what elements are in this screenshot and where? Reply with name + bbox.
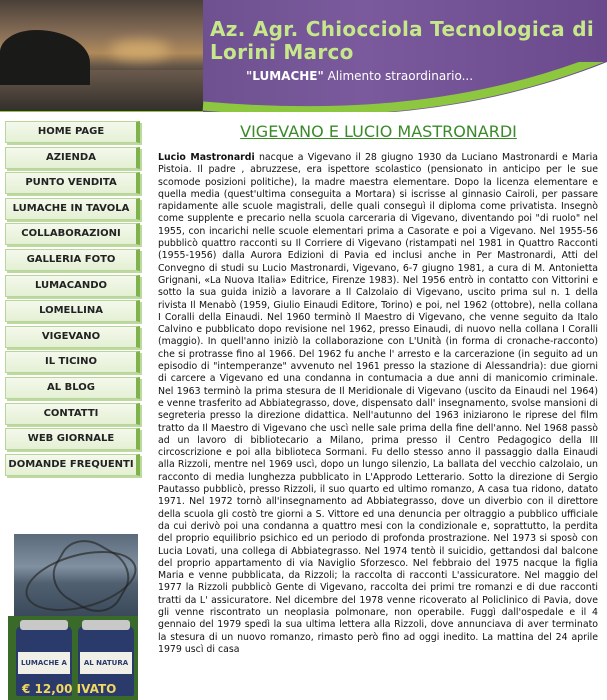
nav-collaborazioni[interactable]: COLLABORAZIONI	[5, 223, 140, 245]
jar-lid	[82, 620, 130, 630]
nav-lumache-in-tavola[interactable]: LUMACHE IN TAVOLA	[5, 198, 140, 220]
article-lead: Lucio Mastronardi	[158, 152, 255, 163]
nav-vigevano[interactable]: VIGEVANO	[5, 326, 140, 348]
subtitle-bold: "LUMACHE"	[246, 69, 324, 83]
jar-label: AL NATURA	[80, 652, 132, 674]
nav-lomellina[interactable]: LOMELLINA	[5, 300, 140, 322]
product-price: € 12,00 IVATO	[22, 682, 117, 696]
nav-punto-vendita[interactable]: PUNTO VENDITA	[5, 172, 140, 194]
article-body	[158, 152, 598, 656]
nav-galleria-foto[interactable]: GALLERIA FOTO	[5, 249, 140, 271]
jar-lid	[20, 620, 68, 630]
article-text: nacque a Vigevano il 28 giugno 1930 da Luciano Mastronardi e Maria Pistoia. Il padre , abruzzese, era ispettore scolastico (pensionato in anticipo per le sue scomode posizioni politiche), la madre maestra elementare. Dopo la licenza elementare e quella media (quest'ultima conseguita a Mortara) si iscrisse al ginnasio Cairoli, per passare rapidamente alle scuole magistrali, delle quali conseguì il diploma come privatista. Insegnò come supplente e precario nella scuola carceraria di Vigevano, diventando poi "di ruolo" nel 1955, con incarichi nelle scuole elementari prima a Casorate e poi a Vigevano. Nel 1955-56 pubblicò quattro racconti su Il Corriere di Vigevano (ristampati nel 1981 in Quattro Racconti (1955-1956) dalla Aurora Edizioni di Pavia ed inclusi anche in Per Mastronardi, Atti del Convegno di studi su Lucio Mastronardi, Vigevano, 6-7 giugno 1981, a cura di M. Antonietta Grignani, «La Nuova Italia» Editrice, Firenze 1983). Nel 1956 entrò in contatto con Vittorini e sotto la sua guida iniziò a lavorare a Il Calzolaio di Vigevano, uscito prima sul n. 1 della rivista Il Menabò (1959, Giulio Einaudi Editore, Torino) e poi, nel 1962 (ottobre), nella collana I Coralli della Einaudi. Nel 1960 terminò Il Maestro di Vigevano, che venne seguito da Italo Calvino e pubblicato dopo revisione nel 1962, presso Einaudi, di nuovo nella collana I Coralli (maggio). In quell'anno iniziò la collaborazione con L'Unità (in forma di cronache-racconto) che si protrasse fino al 1966. Del 1962 fu anche l' arresto e la carcerazione (in seguito ad un episodio di "intemperanze" avvenuto nel 1961 presso la stazione di Alessandria): due giorni di carcere a Vigevano ed una condanna in contumacia a due anni di manicomio criminale. Nel 1963 terminò la prima stesura de Il Meridionale di Vigevano (uscito da Einaudi nel 1964) e venne trasferito ad Abbiategrasso, dove, dispensato dall' insegnamento, svolse mansioni di segreteria presso la direzione didattica. Nell'autunno del 1963 iniziarono le riprese del film tratto da Il Maestro di Vigevano che uscì nelle sale prima della fine dell'anno. Nel 1968 passò ad un lavoro di bibliotecario a Milano, prima presso il Centro Pedagogico della III circoscrizione e poi alla biblioteca Sormani. Fu dello stesso anno il passaggio dalla Einaudi alla Rizzoli, mentre nel 1969 uscì, dopo un lungo silenzio, La ballata del vecchio calzolaio, un racconto di media lunghezza pubblicato in L'Approdo Letterario. Sotto la direzione di Sergio Pautasso pubblicò, presso Rizzoli, il suo quarto ed ultimo romanzo, A casa tua ridono, datato 1971. Nel 1972 tornò all'insegnamento ad Abbiategrasso, dove un diverbio con il direttore della scuola gli costò tre giorni a S. Vittore ed una denuncia per oltraggio a pubblico ufficiale da cui derivò poi una condanna a quattro mesi con la condizionale e, soprattutto, la perdita del proprio equilibrio psichico ed un periodo di profonda prostrazione. Nel 1973 si sposò con Lucia Lovati, una collega di Abbiategrasso. Nel 1974 tentò il suicidio, gettandosi dal balcone del proprio appartamento di via Naviglio Sforzesco. Nel febbraio del 1975 nacque la figlia Maria e venne pubblicata, da Rizzoli; la raccolta di racconti L'assicuratore. Nel maggio del 1977 la Rizzoli pubblicò Gente di Vigevano, raccolta dei primi tre romanzi e di due racconti tratti da L' assicuratore. Nel dicembre del 1978 venne ricoverato al Policlinico di Pavia, dove gli venne riscontrato un neoplasia polmonare, non operabile. Fuggì dall'ospedale e il 4 gennaio del 1979 spedì la sua ultima lettera alla Rizzoli, dove annunciava di aver terminato la stesura di un nuovo romanzo, rimasto però fino ad oggi inedito. La mattina del 24 aprile 1979 uscì di casa	[158, 152, 599, 655]
article-title: VIGEVANO E LUCIO MASTRONARDI	[240, 122, 517, 141]
site-header	[0, 0, 607, 112]
header-photo-sun	[110, 40, 170, 60]
nav-al-blog[interactable]: AL BLOG	[5, 377, 140, 399]
nav-il-ticino[interactable]: IL TICINO	[5, 351, 140, 373]
nav-lumacando[interactable]: LUMACANDO	[5, 275, 140, 297]
sidebar-photo-river[interactable]	[14, 534, 138, 616]
nav-contatti[interactable]: CONTATTI	[5, 403, 140, 425]
nav-azienda[interactable]: AZIENDA	[5, 147, 140, 169]
nav-web-giornale[interactable]: WEB GIORNALE	[5, 428, 140, 450]
site-title: Az. Agr. Chiocciola Tecnologica di Lorini Marco	[210, 17, 595, 64]
jar-label: LUMACHE A	[18, 652, 70, 674]
nav-home-page[interactable]: HOME PAGE	[5, 121, 140, 143]
site-subtitle	[246, 69, 473, 83]
subtitle-rest: Alimento straordinario...	[327, 69, 474, 83]
nav-domande-frequenti[interactable]: DOMANDE FREQUENTI	[5, 454, 140, 476]
